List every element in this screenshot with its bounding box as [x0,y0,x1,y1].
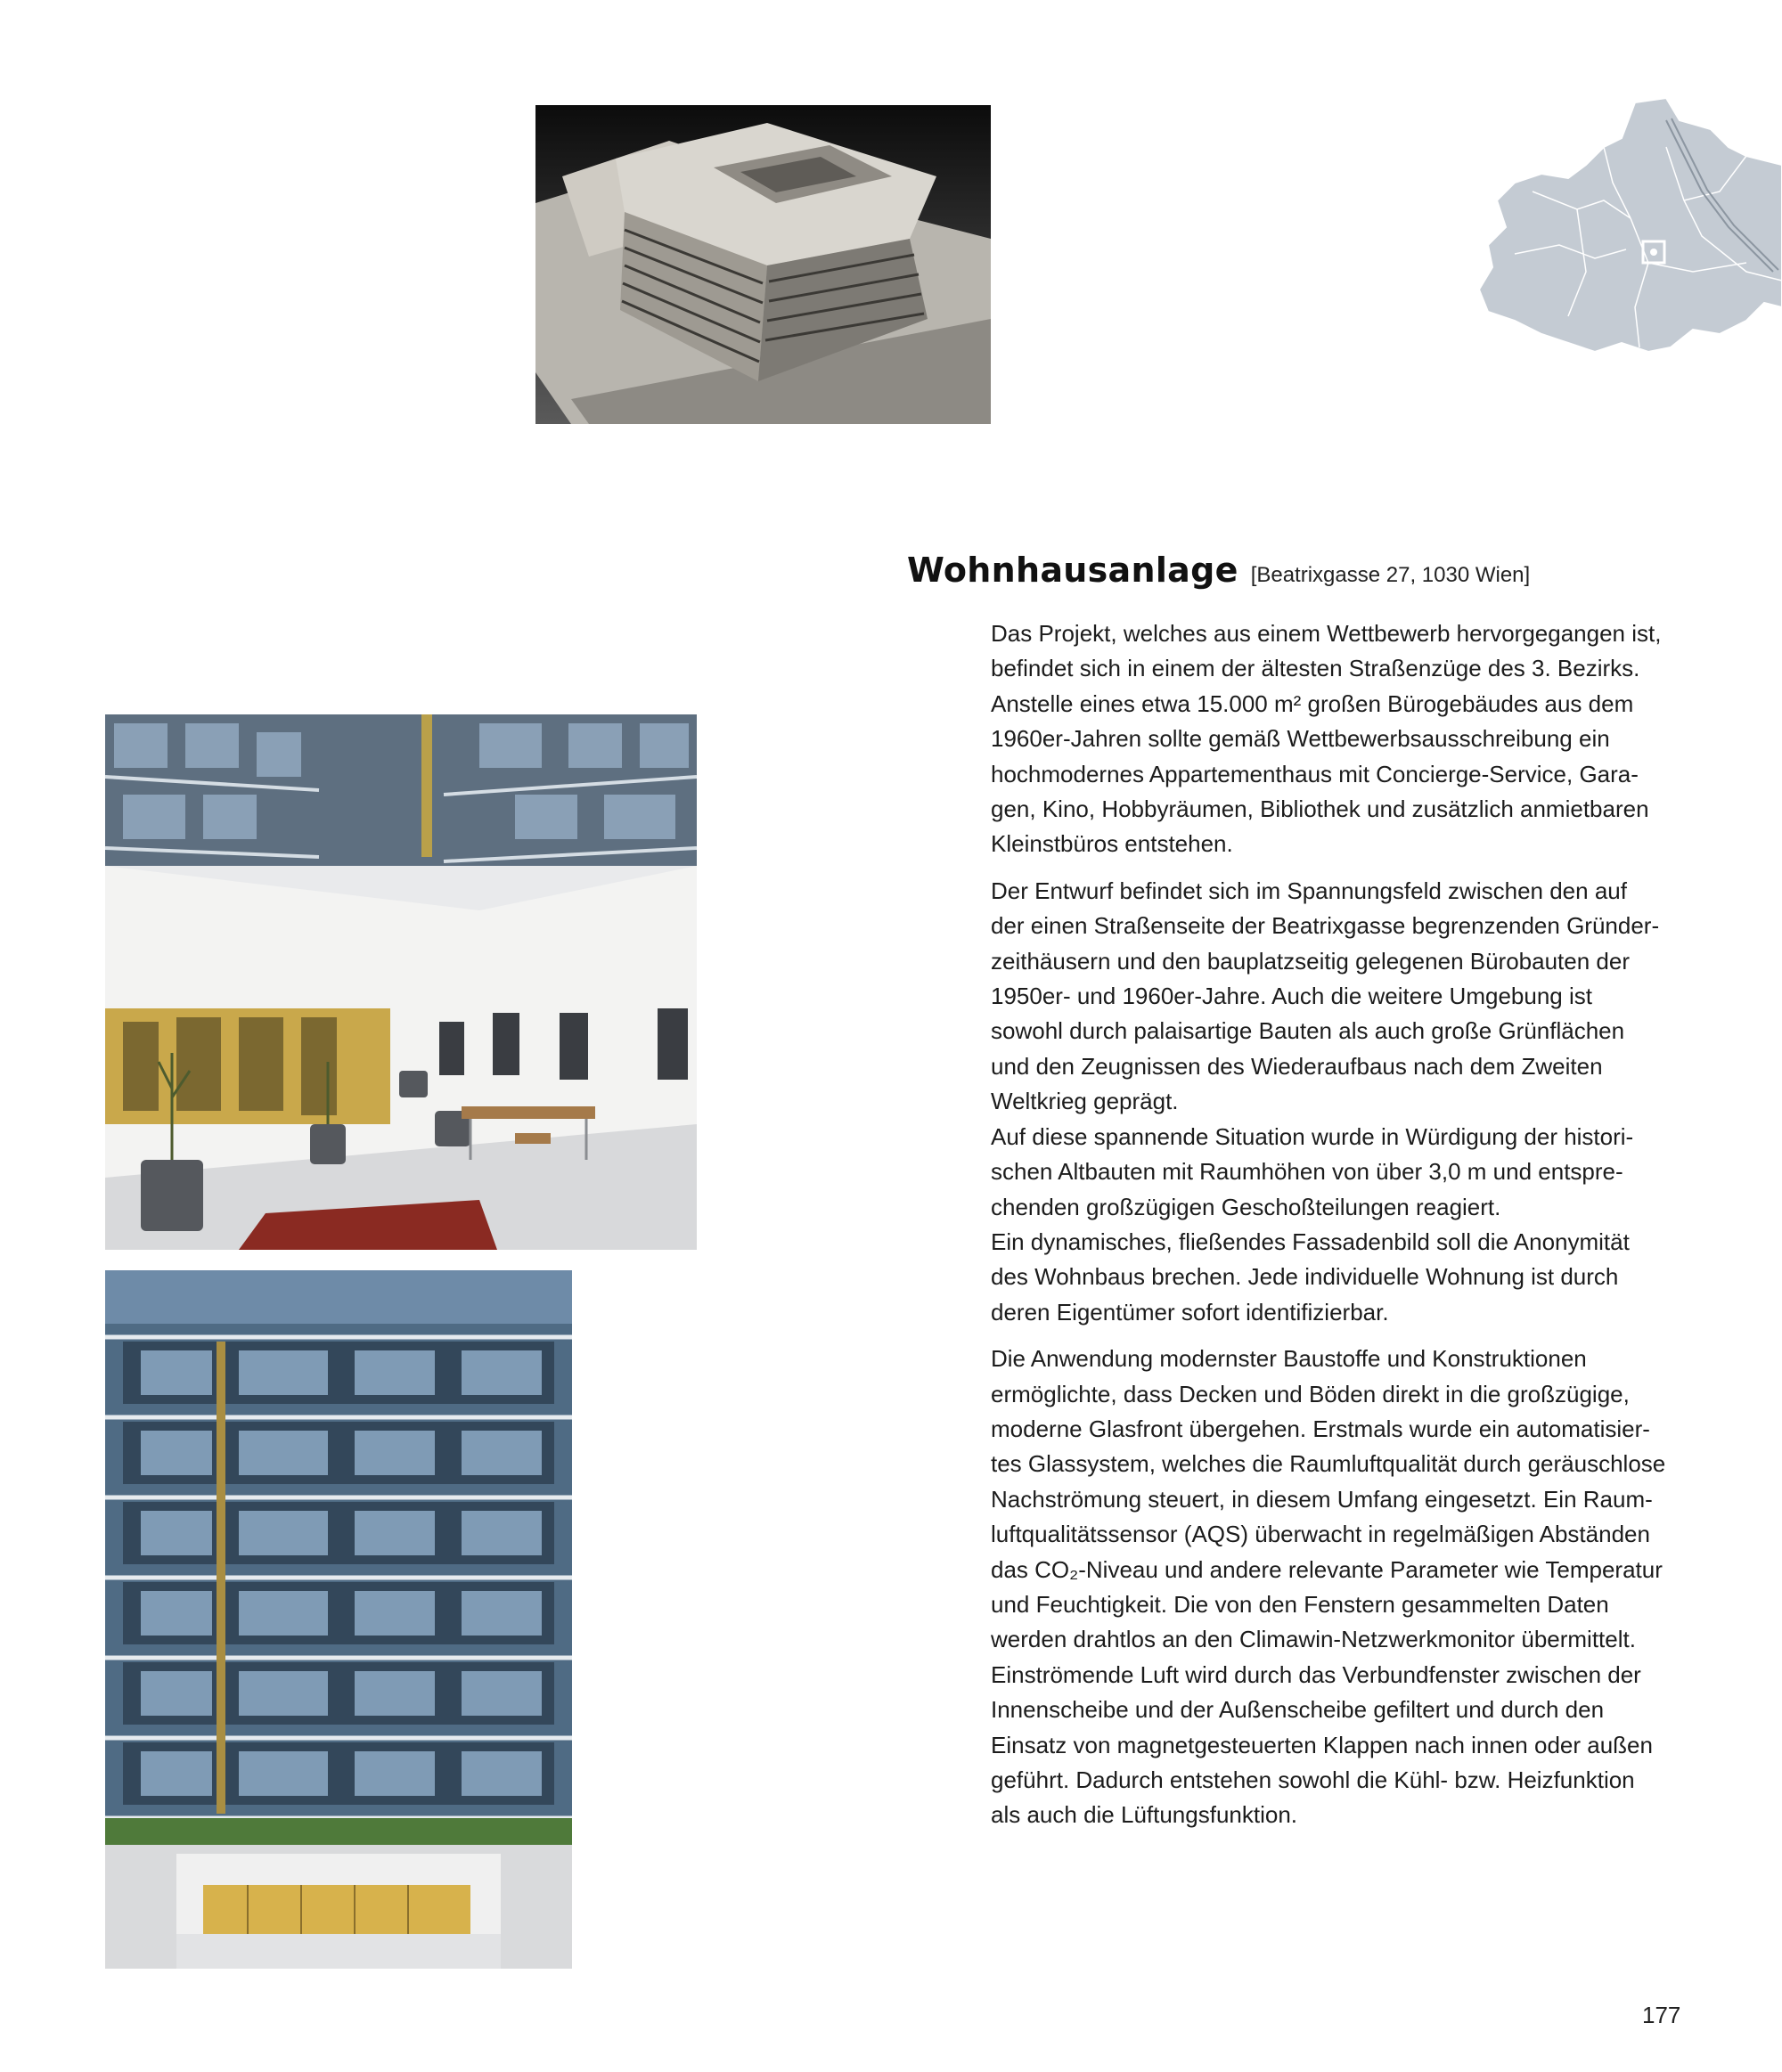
address: [Beatrixgasse 27, 1030 Wien] [1250,563,1531,587]
text-line: Einströmende Luft wird durch das Verbundfenster zwischen der [991,1660,1641,1688]
text-line: werden drahtlos an den Climawin-Netzwerkmonitor übermittelt. [991,1626,1636,1653]
text-line: schen Altbauten mit Raumhöhen von über 3,0 m und entspre- [991,1158,1623,1186]
facade-image [105,1270,572,1969]
text-line: 1950er- und 1960er-Jahre. Auch die weitere Umgebung ist [991,983,1592,1010]
text-line: geführt. Dadurch entstehen sowohl die Kühl- bzw. Heizfunktion [991,1766,1635,1793]
text-line: deren Eigentümer sofort identifizierbar. [991,1298,1389,1326]
text-line: zeithäusern und den bauplatzseitig gelegenen Bürobauten der [991,947,1630,975]
facade-photo [105,1270,572,1969]
text-line: Nachströmung steuert, in diesem Umfang eingesetzt. Ein Raum- [991,1485,1653,1513]
text-line: befindet sich in einem der ältesten Straßenzüge des 3. Bezirks. [991,655,1640,682]
courtyard-image [105,714,697,1250]
text-line: und Feuchtigkeit. Die von den Fenstern gesammelten Daten [991,1590,1609,1618]
paragraph-3 [991,1342,1693,1833]
text-line: hochmodernes Appartementhaus mit Concierge-Service, Gara- [991,760,1639,787]
text-line: als auch die Lüftungsfunktion. [991,1801,1298,1829]
text-line: sowohl durch palaisartige Bauten als auch große Grünflächen [991,1017,1625,1045]
paragraph-2 [991,874,1693,1330]
text-line: das CO₂-Niveau und andere relevante Parameter wie Temperatur [991,1555,1663,1583]
page-number: 177 [1642,2002,1681,2028]
text-line: chenden großzügigen Geschoßteilungen reagiert. [991,1193,1501,1220]
district-map [1479,94,1782,361]
text-line: und den Zeugnissen des Wiederaufbaus nach dem Zweiten [991,1052,1603,1080]
text-line: moderne Glasfront übergehen. Erstmals wurde ein automatisier- [991,1415,1650,1442]
text-line: 1960er-Jahren sollte gemäß Wettbewerbsausschreibung ein [991,725,1610,753]
architectural-model-image [535,105,991,424]
paragraph-1 [991,616,1693,862]
text-line: der einen Straßenseite der Beatrixgasse begrenzenden Gründer- [991,912,1660,940]
text-line: ermöglichte, dass Decken und Böden direkt in die großzügige, [991,1380,1630,1407]
text-line: tes Glassystem, welches die Raumluftqualität durch geräuschlose [991,1450,1666,1478]
text-line: Ein dynamisches, fließendes Fassadenbild soll die Anonymität [991,1228,1630,1255]
text-line: Die Anwendung modernster Baustoffe und Konstruktionen [991,1345,1587,1373]
model-photo [535,105,991,424]
vienna-map-icon [1479,94,1782,361]
title-row [907,551,1709,590]
text-line: Weltkrieg geprägt. [991,1088,1179,1115]
text-line: Anstelle eines etwa 15.000 m² großen Bürogebäudes aus dem [991,689,1634,717]
text-line: Innenscheibe und der Außenscheibe gefiltert und durch den [991,1696,1605,1724]
text-line: des Wohnbaus brechen. Jede individuelle Wohnung ist durch [991,1263,1619,1291]
text-line: Der Entwurf befindet sich im Spannungsfeld zwischen den auf [991,877,1627,904]
page-title: Wohnhausanlage [907,551,1238,590]
text-line: Einsatz von magnetgesteuerten Klappen nach innen oder außen [991,1731,1653,1758]
text-line: gen, Kino, Hobbyräumen, Bibliothek und zusätzlich anmietbaren [991,795,1649,823]
body-text [991,616,1693,1845]
courtyard-photo [105,714,697,1250]
text-line: Das Projekt, welches aus einem Wettbewerb hervorgegangen ist, [991,620,1662,647]
text-line: luftqualitätssensor (AQS) überwacht in regelmäßigen Abständen [991,1521,1650,1548]
text-line: Auf diese spannende Situation wurde in Würdigung der histori- [991,1122,1634,1150]
text-line: Kleinstbüros entstehen. [991,830,1233,858]
